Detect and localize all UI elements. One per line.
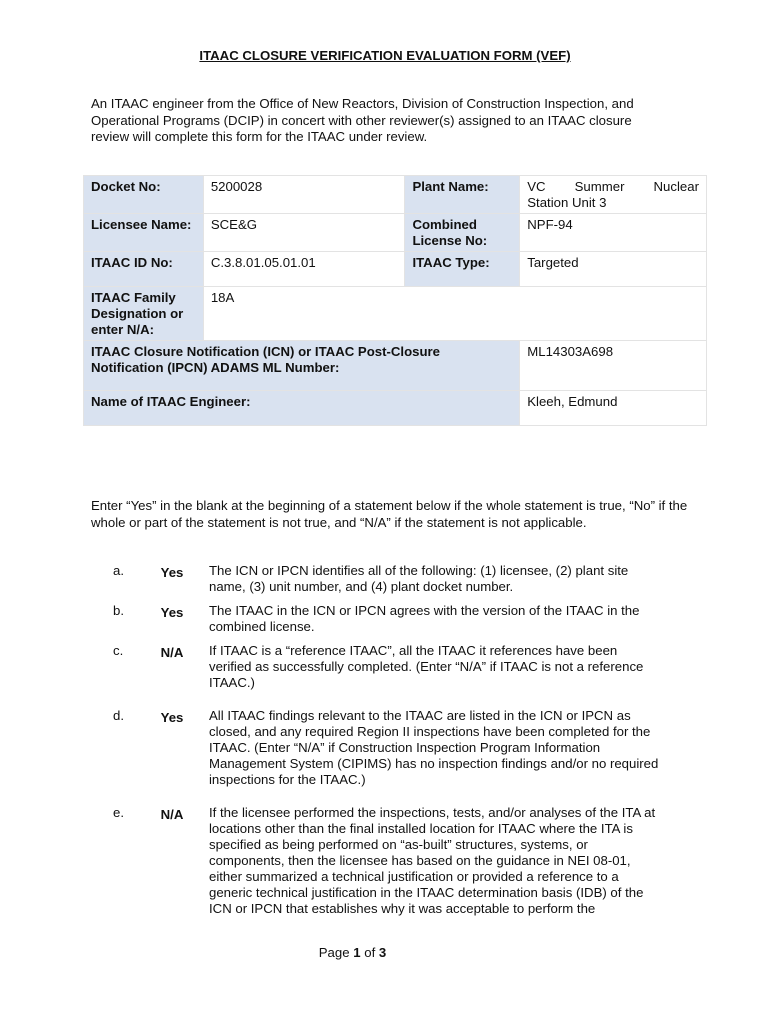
itaac-info-table xyxy=(83,175,707,426)
family-designation-value: 18A xyxy=(203,287,706,341)
plant-name-word-1: VC xyxy=(527,179,546,194)
plant-name-word-2: Summer xyxy=(574,179,625,194)
item-answer: Yes xyxy=(160,605,184,620)
docket-value: 5200028 xyxy=(203,176,405,214)
item-answer: N/A xyxy=(160,807,184,822)
intro-paragraph: An ITAAC engineer from the Office of New Reactors, Division of Construction Inspection, and Operational Programs (DCIP) in concert with other reviewer(s) assigned to an ITAAC closure review will complete this form for the ITAAC under review. xyxy=(91,96,634,144)
item-text: If the licensee performed the inspections, tests, and/or analyses of the ITA at locations other than the final installed location for ITAAC where the ITA is specified as being performed on “as-built” structures, systems, or components, then the licensee has based on the guidance in NEI 08-01, either summarized a technical justification or provided a reference to a generic technical justification in the ITAAC determination basis (IDB) of the ICN or IPCN that establishes why it was acceptable to perform the xyxy=(209,805,656,916)
itaac-type-value: Targeted xyxy=(520,252,707,287)
page-total: 3 xyxy=(378,945,387,960)
licensee-value: SCE&G xyxy=(203,214,405,252)
engineer-name-value: Kleeh, Edmund xyxy=(520,391,707,426)
of-word: of xyxy=(364,945,376,960)
checklist-item-c xyxy=(91,643,671,691)
docket-label: Docket No: xyxy=(84,176,204,214)
item-letter: c. xyxy=(113,643,124,658)
item-text: The ICN or IPCN identifies all of the following: (1) licensee, (2) plant site name, (3) unit number, and (4) plant docket number. xyxy=(209,563,629,594)
family-designation-label: ITAAC Family Designation or enter N/A: xyxy=(84,287,204,341)
checklist-item-b xyxy=(91,603,671,635)
plant-name-line-2: Station Unit 3 xyxy=(527,195,607,210)
item-answer: N/A xyxy=(160,645,184,660)
engineer-name-label: Name of ITAAC Engineer: xyxy=(84,391,520,426)
itaac-type-label: ITAAC Type: xyxy=(405,252,520,287)
instructions-paragraph: Enter “Yes” in the blank at the beginning of a statement below if the whole statement is true, “No” if the whole or part of the statement is not true, and “N/A” if the statement is not applicable. xyxy=(91,498,688,530)
combined-license-value: NPF-94 xyxy=(520,214,707,252)
item-text: If ITAAC is a “reference ITAAC”, all the ITAAC it references have been verified as successfully completed. (Enter “N/A” if ITAAC is not a reference ITAAC.) xyxy=(209,643,644,690)
checklist-item-e xyxy=(91,805,671,917)
page-footer xyxy=(0,945,705,960)
plant-name-word-3: Nuclear xyxy=(653,179,699,194)
item-letter: d. xyxy=(113,708,124,723)
licensee-label: Licensee Name: xyxy=(84,214,204,252)
item-answer: Yes xyxy=(160,565,184,580)
itaac-id-label: ITAAC ID No: xyxy=(84,252,204,287)
checklist-item-d xyxy=(91,708,671,788)
plant-name-value xyxy=(520,176,707,214)
plant-name-label: Plant Name: xyxy=(405,176,520,214)
item-text: The ITAAC in the ICN or IPCN agrees with the version of the ITAAC in the combined license. xyxy=(209,603,640,634)
icn-number-value: ML14303A698 xyxy=(520,341,707,391)
checklist xyxy=(91,563,671,917)
itaac-id-value: C.3.8.01.05.01.01 xyxy=(203,252,405,287)
checklist-item-a xyxy=(91,563,671,595)
item-letter: a. xyxy=(113,563,124,578)
page-number: 1 xyxy=(353,945,361,960)
item-text: All ITAAC findings relevant to the ITAAC are listed in the ICN or IPCN as closed, and any required Region II inspections have been completed for the ITAAC. (Enter “N/A” if Construction Inspection Program Information Management System (CIPIMS) has no inspection findings and/or no required inspections for the ITAAC.) xyxy=(209,708,659,787)
combined-license-label: Combined License No: xyxy=(405,214,520,252)
item-answer: Yes xyxy=(160,710,184,725)
icn-number-label: ITAAC Closure Notification (ICN) or ITAAC Post-Closure Notification (IPCN) ADAMS ML Number: xyxy=(84,341,520,391)
form-title: ITAAC CLOSURE VERIFICATION EVALUATION FORM (VEF) xyxy=(199,48,571,63)
page-word: Page xyxy=(318,945,350,960)
item-letter: e. xyxy=(113,805,124,820)
item-letter: b. xyxy=(113,603,124,618)
